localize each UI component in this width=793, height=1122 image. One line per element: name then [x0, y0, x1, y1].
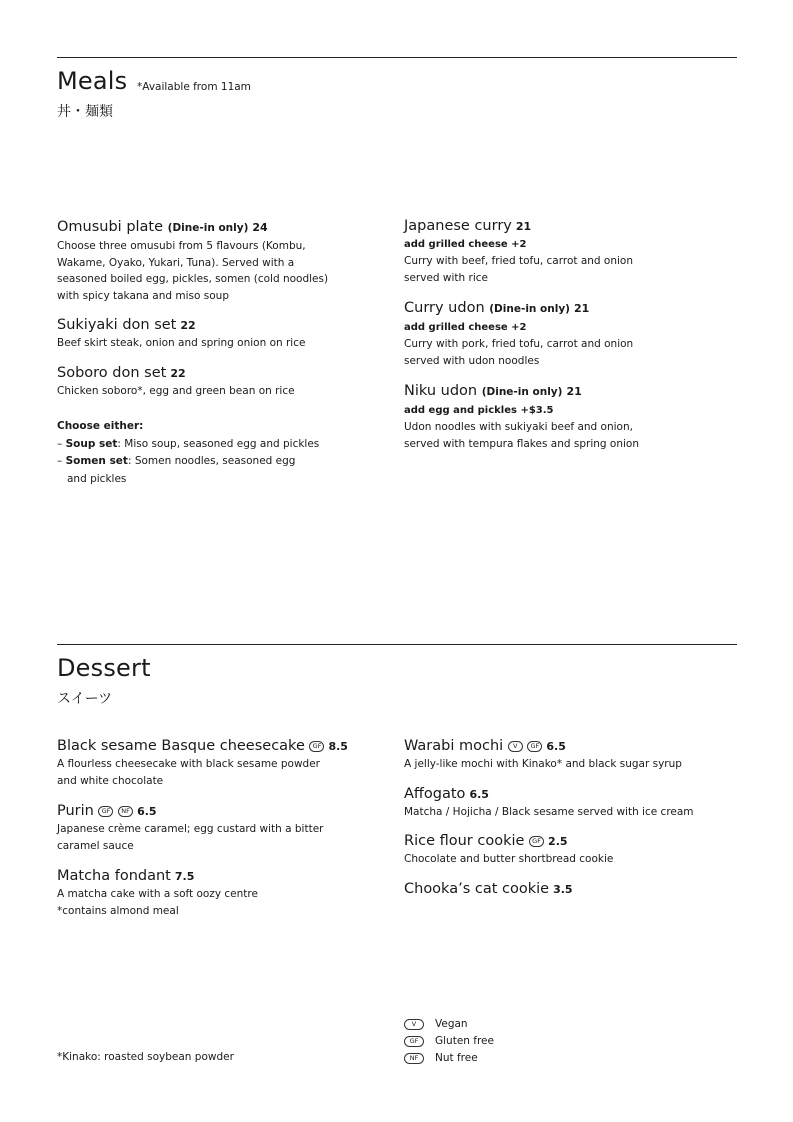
- menu-item-name: Matcha fondant: [57, 868, 171, 884]
- menu-item-name: Chooka’s cat cookie: [404, 880, 550, 897]
- description-line: served with udon noodles: [404, 354, 540, 367]
- diet-v-badge-icon: V: [508, 741, 523, 752]
- description-line: Curry with beef, fried tofu, carrot and onion: [404, 255, 633, 267]
- legend-label: Nut free: [435, 1052, 478, 1064]
- menu-item-price: 8.5: [328, 740, 348, 753]
- menu-item-name: Japanese curry: [404, 218, 512, 234]
- menu-item: [57, 737, 377, 789]
- dessert-title: Dessert: [57, 654, 151, 682]
- set-option-name: Somen set: [65, 455, 128, 467]
- menu-item-price: 21: [573, 302, 590, 315]
- menu-item: [404, 785, 724, 821]
- menu-item-description: [404, 419, 724, 452]
- menu-item-price: 6.5: [137, 805, 157, 818]
- set-option-continued: and pickles: [67, 472, 127, 485]
- menu-item-header: [404, 832, 724, 851]
- menu-item-price: 22: [180, 319, 196, 332]
- menu-item-header: [57, 867, 377, 886]
- menu-item-header: [57, 364, 357, 383]
- menu-item-description: [404, 336, 724, 369]
- menu-item-name: Warabi mochi: [404, 738, 504, 754]
- description-line: A flourless cheesecake with black sesame powder: [57, 758, 320, 770]
- menu-item: [404, 299, 724, 369]
- menu-item: [404, 832, 724, 868]
- dessert-top-rule: [57, 644, 737, 645]
- menu-item-description: [57, 383, 357, 400]
- set-option-text: : Somen noodles, seasoned egg: [127, 455, 296, 467]
- diet-gf-badge-icon: GF: [529, 836, 544, 847]
- menu-item-name: Rice flour cookie: [404, 833, 525, 849]
- menu-item: [57, 364, 357, 400]
- menu-item-header: [404, 382, 724, 402]
- diet-nf-badge-icon: NF: [118, 806, 133, 817]
- diet-gf-badge-icon: GF: [98, 806, 113, 817]
- menu-item-header: [57, 316, 357, 335]
- menu-item-description: [404, 804, 724, 821]
- choose-heading: [57, 418, 357, 436]
- dessert-left-column: [57, 737, 377, 932]
- description-line: Chicken soboro*, egg and green bean on rice: [57, 384, 295, 397]
- diet-gf-badge-icon: GF: [404, 1036, 424, 1047]
- menu-item-name: Sukiyaki don set: [57, 317, 177, 333]
- menu-item: [404, 737, 724, 773]
- set-option-text: : Miso soup, seasoned egg and pickles: [117, 437, 320, 450]
- menu-item-header: [404, 785, 724, 804]
- menu-item-name: Niku udon: [404, 383, 478, 399]
- menu-item-header: [404, 737, 724, 756]
- menu-item: [57, 802, 377, 854]
- set-option-dash: –: [57, 455, 66, 467]
- dine-in-only-tag: (Dine-in only): [481, 386, 563, 398]
- menu-item-price: 24: [252, 221, 268, 234]
- menu-item-description: [57, 886, 377, 919]
- menu-item-description: [57, 756, 377, 789]
- description-line: A jelly-like mochi with Kinako* and black sugar syrup: [404, 758, 682, 770]
- meals-right-column: [404, 217, 724, 465]
- menu-item-name: Omusubi plate: [57, 219, 164, 235]
- menu-item-description: [404, 253, 724, 286]
- menu-item-description: [404, 851, 724, 868]
- menu-item-header: [57, 737, 377, 756]
- set-choice: [57, 418, 357, 488]
- menu-item: [404, 382, 724, 452]
- menu-item: [57, 867, 377, 919]
- menu-item-name: Purin: [57, 803, 94, 819]
- menu-item-name: Affogato: [404, 785, 466, 802]
- meals-availability-note: *Available from 11am: [137, 81, 251, 93]
- set-option-name: Soup set: [65, 437, 118, 450]
- menu-item-price: 21: [515, 220, 532, 233]
- meals-top-rule: [57, 57, 737, 58]
- description-line: caramel sauce: [57, 839, 134, 852]
- dine-in-only-tag: (Dine-in only): [167, 222, 249, 234]
- menu-item-addon: add grilled cheese +2: [404, 239, 527, 250]
- menu-item-description: [57, 238, 357, 304]
- description-line: served with tempura flakes and spring onion: [404, 437, 639, 450]
- menu-item-price: 21: [566, 385, 582, 398]
- menu-item-name: Black sesame Basque cheesecake: [57, 738, 305, 754]
- menu-item-price: 2.5: [548, 835, 568, 848]
- menu-item-price: 6.5: [469, 787, 489, 801]
- legend-row: [404, 1016, 494, 1033]
- menu-item-header: [404, 880, 724, 899]
- meals-choose-block: [57, 418, 357, 488]
- dine-in-only-tag: (Dine-in only): [489, 303, 570, 315]
- dessert-right-column: [404, 737, 724, 911]
- diet-gf-badge-icon: GF: [527, 741, 542, 752]
- legend-label: Gluten free: [435, 1035, 494, 1047]
- menu-item-addon: add grilled cheese +2: [404, 322, 527, 333]
- description-line: A matcha cake with a soft oozy centre: [57, 888, 258, 900]
- diet-gf-badge-icon: GF: [309, 741, 324, 752]
- description-line: with spicy takana and miso soup: [57, 289, 229, 302]
- meals-subtitle: 丼・麺類: [57, 104, 113, 120]
- menu-item: [404, 217, 724, 286]
- menu-item-header: [57, 218, 357, 238]
- diet-nf-badge-icon: NF: [404, 1053, 424, 1064]
- menu-item-description: [404, 756, 724, 773]
- description-line: seasoned boiled egg, pickles, somen (cold noodles): [57, 273, 329, 285]
- menu-item: [57, 218, 357, 304]
- set-option: [57, 436, 357, 454]
- menu-item: [404, 880, 724, 899]
- menu-item-price: 22: [170, 366, 186, 380]
- description-line: Wakame, Oyako, Yukari, Tuna). Served with a: [57, 256, 295, 269]
- menu-item-price: 7.5: [174, 870, 195, 883]
- dietary-legend: [404, 1016, 494, 1067]
- description-line: Japanese crème caramel; egg custard with a bitter: [57, 823, 324, 835]
- description-line: Choose three omusubi from 5 flavours (Kombu,: [57, 240, 306, 252]
- description-line: *contains almond meal: [57, 904, 179, 917]
- description-line: and white chocolate: [57, 774, 164, 787]
- legend-label: Vegan: [435, 1018, 468, 1030]
- menu-item-header: [404, 299, 724, 319]
- menu-item-header: [404, 217, 724, 236]
- description-line: Chocolate and butter shortbread cookie: [404, 853, 614, 865]
- choose-heading-text: Choose either:: [57, 420, 144, 432]
- menu-item-price: 6.5: [546, 740, 566, 753]
- description-line: Curry with pork, fried tofu, carrot and onion: [404, 338, 634, 350]
- menu-item-header: [57, 802, 377, 821]
- menu-item-addon: add egg and pickles +$3.5: [404, 405, 554, 416]
- menu-item-name: Curry udon: [404, 300, 485, 316]
- set-option: [57, 453, 357, 471]
- menu-item-price: 3.5: [553, 882, 573, 896]
- dessert-subtitle: スイーツ: [57, 691, 113, 707]
- legend-row: [404, 1050, 494, 1067]
- menu-item: [57, 316, 357, 352]
- description-line: served with rice: [404, 271, 489, 284]
- menu-item-description: [57, 335, 357, 352]
- meals-left-column: [57, 218, 357, 411]
- diet-v-badge-icon: V: [404, 1019, 424, 1030]
- menu-item-name: Soboro don set: [57, 364, 167, 381]
- description-line: Udon noodles with sukiyaki beef and onion,: [404, 421, 633, 433]
- legend-row: [404, 1033, 494, 1050]
- set-option-dash: –: [57, 437, 66, 450]
- description-line: Matcha / Hojicha / Black sesame served with ice cream: [404, 805, 694, 818]
- kinako-footnote: *Kinako: roasted soybean powder: [57, 1051, 234, 1063]
- menu-item-description: [57, 821, 377, 854]
- meals-title: Meals: [57, 67, 128, 95]
- description-line: Beef skirt steak, onion and spring onion on rice: [57, 337, 306, 349]
